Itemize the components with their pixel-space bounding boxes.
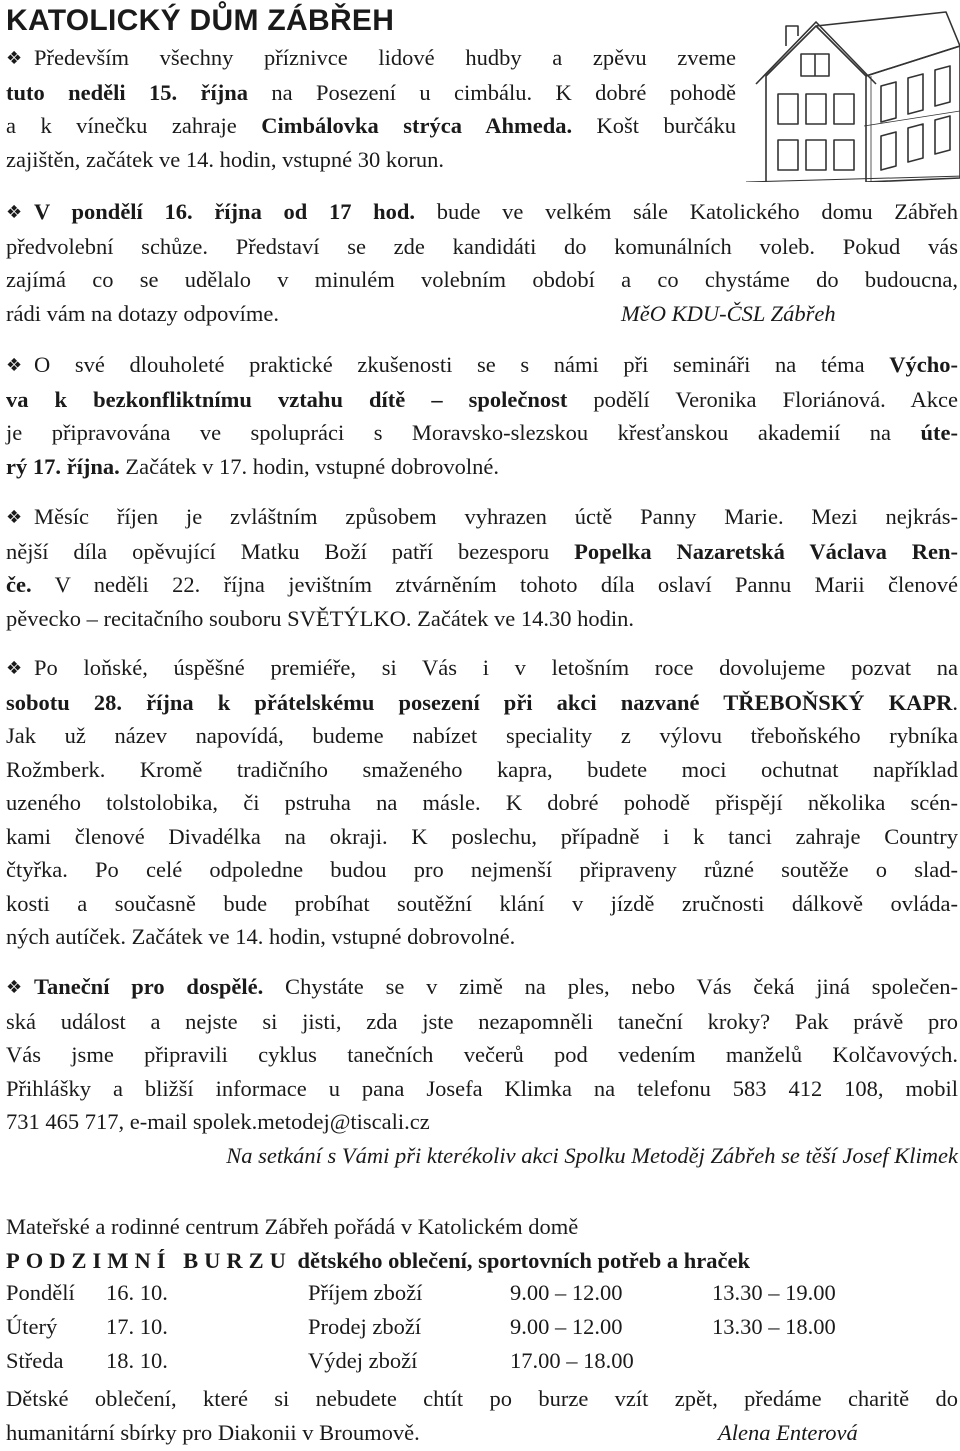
text-line: ných autíček. Začátek ve 14. hodin, vstupné dobrovolné. [6,924,516,949]
date-cell: 17. 10. [106,1314,168,1339]
bazar-note [6,1382,958,1449]
text-line: Po loňské, úspěšné premiéře, si Vás i v letošním roce dovolujeme pozvat na [34,655,958,680]
paragraph-october [6,500,958,635]
band-name: Cimbálovka strýca Ahmeda. [261,113,573,138]
time-cell: 9.00 – 12.00 [510,1314,623,1339]
text-line: Měsíc říjen je zvláštním způsobem vyhrazen úctě Panny Marie. Mezi nejkrás- [34,504,958,529]
text-line: podělí Veronika Floriánová. Akce [567,386,958,412]
day-cell: Středa [6,1348,64,1373]
course-title: Taneční pro dospělé. [34,974,264,999]
text-line: Košt burčáku [572,113,736,138]
diamond-bullet-icon: ❖ [6,658,23,679]
text-line: Vás jsme připravili cyklus tanečních večerů pod vedením manželů Kolčavových. [6,1042,958,1067]
paragraph-seminar [6,348,958,483]
event-date: úte- [920,420,958,445]
text-line: kosti a současně bude probíhat soutěžní klání v jízdě zručnosti dálkově ovláda- [6,890,958,916]
building-sketch-icon [746,6,960,182]
diamond-bullet-icon: ❖ [6,355,23,376]
paragraph-elections [6,195,958,330]
date-cell: 16. 10. [106,1280,168,1305]
table-row [6,1348,836,1382]
day-cell: Pondělí [6,1280,75,1305]
text-line: na Posezení u cimbálu. K dobré pohodě [248,79,736,105]
text-line: zajímá co se udělalo v minulém volebním období a co chystáme do budoucna, [6,267,958,292]
bazar-schedule-table [6,1280,836,1382]
text-line: Chystáte se v zimě na ples, nebo Vás čeká jiná společen- [263,974,959,999]
diamond-bullet-icon: ❖ [6,977,23,998]
text-line: zajištěn, začátek ve 14. hodin, vstupné 30 korun. [6,146,445,172]
text-line: O své dlouholeté praktické zkušenosti se s námi při semináři na téma [34,352,890,377]
paragraph-kapr [6,651,958,954]
time-cell: 13.30 – 18.00 [712,1314,836,1339]
diamond-bullet-icon: ❖ [6,202,23,223]
table-row [6,1280,836,1314]
signature: Alena Enterová [718,1419,858,1445]
event-date: tuto neděli 15. října [6,79,249,105]
bazar-header [6,1210,958,1277]
text-line: Přihlášky a bližší informace u pana Josefa Klimka na telefonu 583 412 108, mobil [6,1075,958,1101]
activity-cell: Prodej zboží [308,1314,422,1339]
time-cell: 9.00 – 12.00 [510,1280,623,1305]
time-cell [712,1348,836,1382]
event-title: sobotu 28. října k přátelskému posezení při akci nazvané TŘEBOŇSKÝ KAPR [6,689,953,715]
text-line: uzeného tolstolobika, či pstruha na másle. K dobré pohodě přispějí několika scén- [6,790,958,815]
event-date: rý 17. října. [6,453,120,479]
text-line: a k vínečku zahraje [6,113,262,138]
text-line: Dětské oblečení, které si nebudete chtít po burze vzít zpět, předáme charitě do [6,1386,958,1411]
text-line: rádi vám na dotazy odpovíme. [6,300,280,326]
contact-line: 731 465 717, e-mail spolek.metodej@tiscali.cz [6,1109,430,1134]
page-title: KATOLICKÝ DŮM ZÁBŘEH [6,4,395,37]
text-line: Rožmberk. Kromě tradičního smaženého kapra, budete moci ochutnat například [6,756,958,782]
text-line: kami členové Divadélka na okraji. K poslechu, případně i k tanci zahraje Country [6,823,958,849]
seminar-topic: Výcho- [889,352,958,377]
text-line: . [952,689,958,715]
text-line: Jak už název napovídá, budeme nabízet speciality z výlovu třeboňského rybníka [6,723,958,748]
seminar-topic: va k bezkonfliktnímu vztahu dítě – společnost [6,386,568,412]
table-row [6,1314,836,1348]
paragraph-dance [6,970,958,1172]
paragraph-cimbal [6,41,736,176]
text-line: je připravována ve spolupráci s Moravsko-slezskou křesťanskou akademií na [6,420,921,445]
signature: Na setkání s Vámi při kterékoliv akci Spolku Metoděj Zábřeh se těší Josef Klimek [226,1142,958,1168]
text-line: předvolební schůze. Představí se zde kandidáti do komunálních voleb. Pokud vás [6,233,958,259]
text-line: humanitární sbírky pro Diakonii v Broumově. [6,1419,420,1445]
text-line: čtyřka. Po celé odpoledne budou pro nejmenší připraveny různé soutěže o slad- [6,857,958,882]
diamond-bullet-icon: ❖ [6,48,23,69]
time-cell: 13.30 – 19.00 [712,1280,836,1305]
text-line: ská událost a nejste si jisti, zda jste nezapomněli taneční kroky? Pak právě pro [6,1008,958,1034]
diamond-bullet-icon: ❖ [6,507,23,528]
text-line: V neděli 22. října jevištním ztvárněním tohoto díla oslaví Pannu Marii členové [31,572,958,597]
bazar-title: PODZIMNÍ BURZU [6,1247,292,1273]
play-title: Popelka Nazaretská Václava Ren- [574,538,958,564]
bazar-intro: Mateřské a rodinné centrum Zábřeh pořádá v Katolickém domě [6,1214,579,1239]
play-title: če. [6,572,32,597]
signature: MěO KDU-ČSL Zábřeh [621,300,836,326]
date-cell: 18. 10. [106,1348,168,1373]
text-line: Především všechny příznivce lidové hudby a zpěvu zveme [34,45,736,70]
time-cell: 17.00 – 18.00 [510,1348,634,1373]
text-line: Začátek v 17. hodin, vstupné dobrovolné. [119,453,500,479]
text-line: nější díla opěvující Matku Boží patří bezesporu [6,538,575,564]
activity-cell: Příjem zboží [308,1280,423,1305]
text-line: pěvecko – recitačního souboru SVĚTÝLKO. Začátek ve 14.30 hodin. [6,605,634,631]
activity-cell: Výdej zboží [308,1348,418,1373]
text-line: bude ve velkém sále Katolického domu Zábřeh [415,199,959,224]
bazar-subtitle: dětského oblečení, sportovních potřeb a hraček [291,1247,751,1273]
day-cell: Úterý [6,1314,58,1339]
event-date: V pondělí 16. října od 17 hod. [34,199,416,224]
